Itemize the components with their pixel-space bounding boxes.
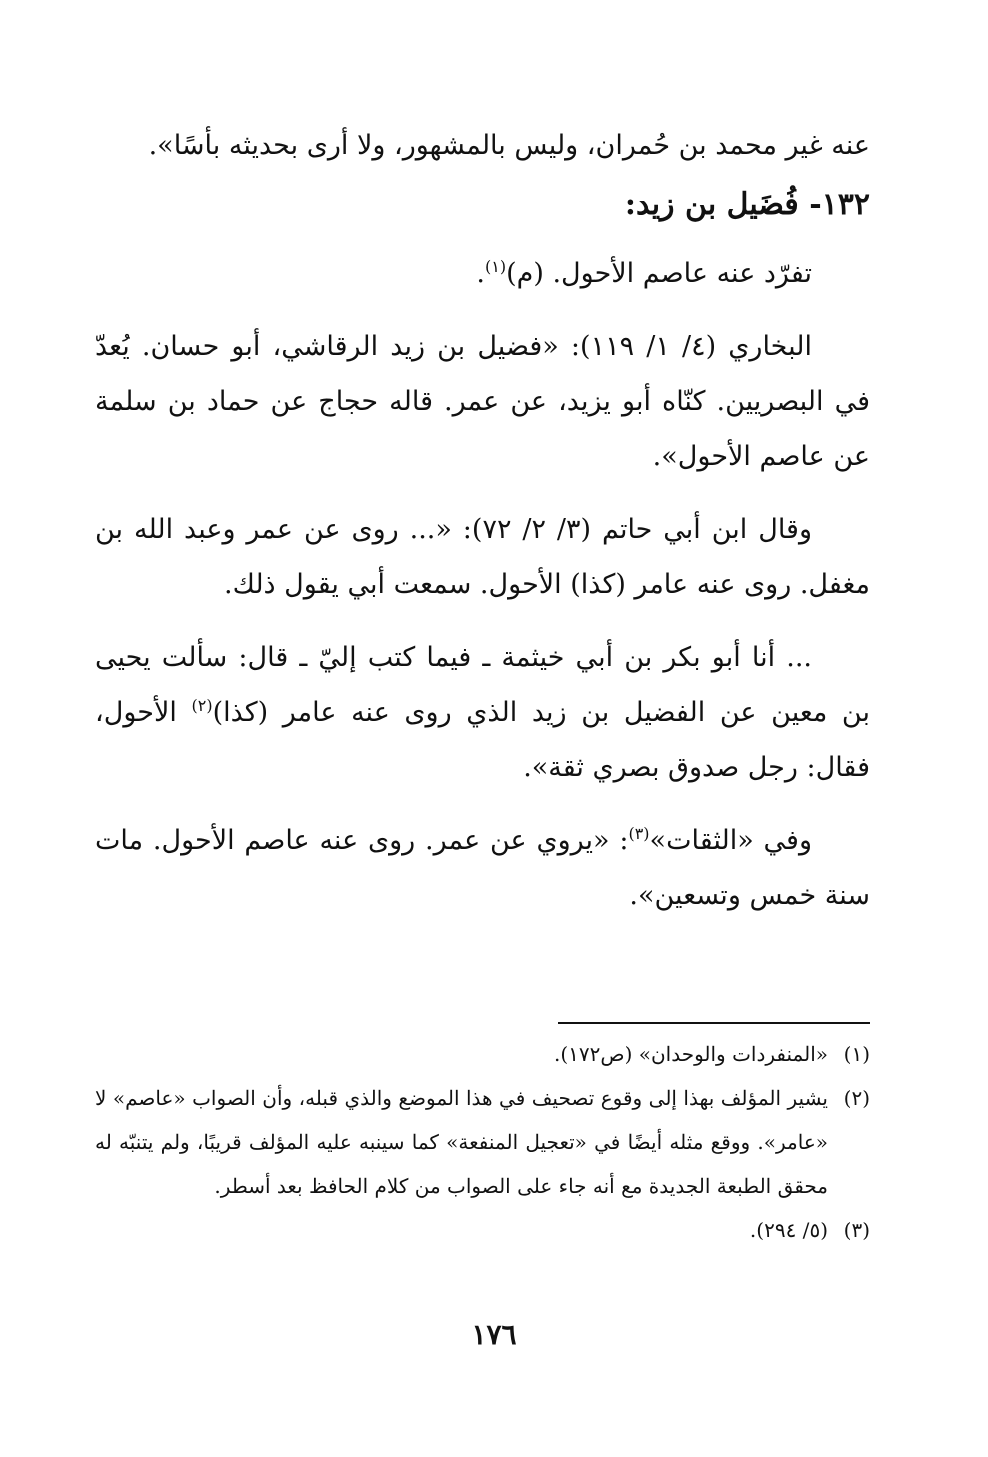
paragraph-2: البخاري (٤/ ١/ ١١٩): «فضيل بن زيد الرقاشي، أبو حسان. يُعدّ في البصريين. كنّاه أبو يزيد، عن عمر. قاله حجاج عن حماد بن سلمة عن عاصم الأحول». xyxy=(95,331,870,472)
paragraph-3: وقال ابن أبي حاتم (٣/ ٢/ ٧٢): «... روى عن عمر وعبد الله بن مغفل. روى عنه عامر (كذا) الأحول. سمعت أبي يقول ذلك. xyxy=(95,514,870,600)
footnote-ref-2: (٢) xyxy=(191,696,213,715)
footnote-number: (١) xyxy=(843,1042,870,1066)
main-text xyxy=(95,118,870,923)
paragraph-5 xyxy=(95,813,870,923)
footnote-item xyxy=(95,1032,870,1076)
footnote-text: «المنفردات والوحدان» (ص١٧٢). xyxy=(553,1042,828,1066)
paragraph-4-text-b: الأحول، فقال: رجل صدوق بصري ثقة». xyxy=(95,697,870,783)
paragraph-5-text-a: وفي «الثقات» xyxy=(649,825,813,856)
page-number: ١٧٦ xyxy=(471,1318,517,1351)
continuation-line: عنه غير محمد بن حُمران، وليس بالمشهور، ولا أرى بحديثه بأسًا». xyxy=(148,130,870,161)
footnote-item xyxy=(95,1076,870,1208)
footnote-number: (٣) xyxy=(843,1218,870,1242)
footnote-item xyxy=(95,1208,870,1252)
footnote-ref-3: (٣) xyxy=(628,824,650,843)
paragraph-5-text-b: : «يروي عن عمر. روى عنه عاصم الأحول. مات سنة خمس وتسعين». xyxy=(95,825,870,911)
footnote-text: (٥/ ٢٩٤). xyxy=(749,1218,828,1242)
footnote-ref-1: (١) xyxy=(484,257,507,276)
entry-heading: ١٣٢- فُضَيل بن زيد: xyxy=(624,187,870,222)
footnote-text: يشير المؤلف بهذا إلى وقوع تصحيف في هذا الموضع والذي قبله، وأن الصواب «عاصم» لا «عامر». ووقع مثله أيضًا في «تعجيل المنفعة» كما سينبه عليه المؤلف قريبًا، ولم يتنبّه له محقق الطبعة الجديدة مع أنه جاء على الصواب من كلام الحافظ بعد أسطر. xyxy=(95,1086,828,1198)
footnotes xyxy=(95,1032,870,1252)
paragraph-4 xyxy=(95,630,870,795)
paragraph-1-end: . xyxy=(476,258,485,289)
paragraph-1 xyxy=(95,246,870,301)
footnote-number: (٢) xyxy=(843,1086,870,1110)
paragraph-1-text: تفرّد عنه عاصم الأحول. (م) xyxy=(506,258,812,289)
paragraph-4-text-a: ... أنا أبو بكر بن أبي خيثمة ـ فيما كتب إليّ ـ قال: سألت يحيى بن معين عن الفضيل بن زيد الذي روى عنه عامر (كذا) xyxy=(95,642,870,728)
footnote-separator xyxy=(558,1022,870,1024)
